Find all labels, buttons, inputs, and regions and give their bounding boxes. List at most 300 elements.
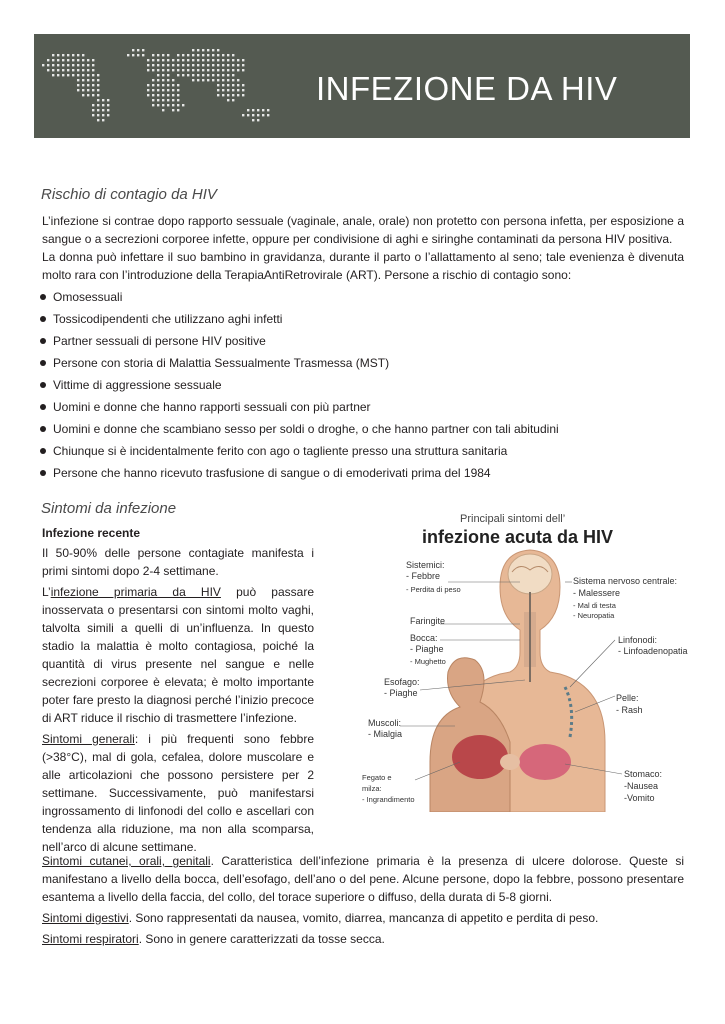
map-dot xyxy=(242,84,244,86)
map-dot xyxy=(172,104,174,106)
figure-title-small: Principali sintomi dell’ xyxy=(460,513,566,525)
map-dot xyxy=(102,99,104,101)
map-dot xyxy=(162,59,164,61)
map-dot xyxy=(152,89,154,91)
map-dot xyxy=(67,69,69,71)
map-dot xyxy=(87,84,89,86)
map-dot xyxy=(167,89,169,91)
map-dot xyxy=(202,59,204,61)
map-dot xyxy=(157,79,159,81)
map-dot xyxy=(57,54,59,56)
map-dot xyxy=(97,74,99,76)
map-dot xyxy=(67,59,69,61)
map-dot xyxy=(197,59,199,61)
list-item: Omosessuali xyxy=(40,288,559,310)
map-dot xyxy=(232,74,234,76)
map-dot xyxy=(227,69,229,71)
map-dot xyxy=(87,79,89,81)
map-dot xyxy=(107,104,109,106)
map-dot xyxy=(267,109,269,111)
map-dot xyxy=(172,99,174,101)
map-dot xyxy=(62,69,64,71)
map-dot xyxy=(207,64,209,66)
map-dot xyxy=(152,69,154,71)
map-dot xyxy=(107,99,109,101)
map-dot xyxy=(207,59,209,61)
map-dot xyxy=(97,109,99,111)
map-dot xyxy=(77,69,79,71)
map-dot xyxy=(167,64,169,66)
map-dot xyxy=(162,54,164,56)
label-snc: Sistema nervoso centrale: xyxy=(573,576,678,586)
map-dot xyxy=(257,119,259,121)
map-dot xyxy=(167,69,169,71)
map-dot xyxy=(242,89,244,91)
world-map-icon xyxy=(40,42,290,134)
map-dot xyxy=(62,59,64,61)
map-dot xyxy=(177,54,179,56)
map-dot xyxy=(92,79,94,81)
map-dot xyxy=(162,69,164,71)
map-dot xyxy=(212,54,214,56)
map-dot xyxy=(262,114,264,116)
map-dot xyxy=(237,84,239,86)
map-dot xyxy=(62,54,64,56)
map-dot xyxy=(222,54,224,56)
label-febbre: - Febbre xyxy=(406,571,441,581)
map-dot xyxy=(72,64,74,66)
map-dot xyxy=(257,109,259,111)
general-symptoms-paragraph: Sintomi generali: i più frequenti sono febbre (>38°C), mal di gola, cefalea, dolore muscolare e alle articolazioni che possono persistere per 2 settimane. Successivamente, può manifestarsi ingrossamento di linfonodi del collo e ascellari con tendenza alla riduzione, ma non alla scomparsa, nell’arco di alcune settimane. xyxy=(42,732,315,854)
map-dot xyxy=(102,109,104,111)
hiv-symptoms-figure xyxy=(360,512,690,812)
map-dot xyxy=(217,59,219,61)
map-dot xyxy=(157,94,159,96)
map-dot xyxy=(102,104,104,106)
map-dot xyxy=(152,64,154,66)
map-dot xyxy=(107,109,109,111)
map-dot xyxy=(232,54,234,56)
map-dot xyxy=(167,79,169,81)
map-dot xyxy=(157,104,159,106)
map-dot xyxy=(182,104,184,106)
symptoms-paragraph-1: Il 50-90% delle persone contagiate manifesta i primi sintomi dopo 2-4 settimane. xyxy=(42,546,314,578)
map-dot xyxy=(97,99,99,101)
label-mialgia: - Mialgia xyxy=(368,729,403,739)
map-dot xyxy=(97,114,99,116)
map-dot xyxy=(207,69,209,71)
map-dot xyxy=(87,69,89,71)
map-dot xyxy=(197,69,199,71)
map-dot xyxy=(197,74,199,76)
map-dot xyxy=(92,104,94,106)
map-dot xyxy=(222,94,224,96)
map-dot xyxy=(72,74,74,76)
map-dot xyxy=(82,64,84,66)
symptoms-column xyxy=(42,524,314,856)
map-dot xyxy=(157,84,159,86)
map-dot xyxy=(172,84,174,86)
map-dot xyxy=(227,99,229,101)
map-dot xyxy=(177,94,179,96)
map-dot xyxy=(152,84,154,86)
map-dot xyxy=(232,64,234,66)
map-dot xyxy=(92,94,94,96)
map-dot xyxy=(67,54,69,56)
risk-paragraph-2: La donna può infettare il suo bambino in gravidanza, durante il parto o l’allattamento al seno; tale evenienza è divenuta molto rara con l’introduzione della TerapiaAntiRetrovirale (ART). Persone a rischio di contagio sono: xyxy=(42,250,684,282)
bullet-icon xyxy=(40,316,46,322)
map-dot xyxy=(92,84,94,86)
map-dot xyxy=(232,79,234,81)
map-dot xyxy=(227,54,229,56)
map-dot xyxy=(137,54,139,56)
list-item: Tossicodipendenti che utilizzano aghi infetti xyxy=(40,310,559,332)
map-dot xyxy=(232,84,234,86)
map-dot xyxy=(172,94,174,96)
map-dot xyxy=(157,89,159,91)
map-dot xyxy=(182,69,184,71)
map-dot xyxy=(217,69,219,71)
map-dot xyxy=(82,89,84,91)
label-pelle: Pelle: xyxy=(616,693,639,703)
map-dot xyxy=(207,54,209,56)
map-dot xyxy=(182,59,184,61)
map-dot xyxy=(222,69,224,71)
map-dot xyxy=(227,89,229,91)
figure-title: infezione acuta da HIV xyxy=(422,527,614,547)
map-dot xyxy=(52,54,54,56)
map-dot xyxy=(157,59,159,61)
map-dot xyxy=(232,94,234,96)
map-dot xyxy=(157,54,159,56)
map-dot xyxy=(177,84,179,86)
map-dot xyxy=(177,59,179,61)
map-dot xyxy=(202,64,204,66)
map-dot xyxy=(102,114,104,116)
map-dot xyxy=(162,64,164,66)
page-title: INFEZIONE DA HIV xyxy=(316,70,618,107)
map-dot xyxy=(232,59,234,61)
map-dot xyxy=(177,74,179,76)
map-dot xyxy=(77,74,79,76)
map-dot xyxy=(172,59,174,61)
map-dot xyxy=(152,99,154,101)
map-dot xyxy=(242,64,244,66)
label-bocca: Bocca: xyxy=(410,633,438,643)
map-dot xyxy=(87,94,89,96)
map-dot xyxy=(72,59,74,61)
list-item: Persone con storia di Malattia Sessualmente Trasmessa (MST) xyxy=(40,354,559,376)
label-linfoadenopatia: - Linfoadenopatia xyxy=(618,646,688,656)
map-dot xyxy=(217,89,219,91)
map-dot xyxy=(42,64,44,66)
map-dot xyxy=(57,64,59,66)
map-dot xyxy=(237,64,239,66)
map-dot xyxy=(157,64,159,66)
map-dot xyxy=(227,94,229,96)
map-dot xyxy=(227,79,229,81)
map-dot xyxy=(152,104,154,106)
map-dot xyxy=(167,84,169,86)
list-item: Vittime di aggressione sessuale xyxy=(40,376,559,398)
map-dot xyxy=(82,84,84,86)
map-dot xyxy=(187,74,189,76)
map-dot xyxy=(212,59,214,61)
map-dot xyxy=(177,89,179,91)
map-dot xyxy=(237,59,239,61)
label-vomito: -Vomito xyxy=(624,793,655,803)
map-dot xyxy=(87,59,89,61)
map-dot xyxy=(142,49,144,51)
map-dot xyxy=(77,64,79,66)
map-dot xyxy=(177,104,179,106)
label-milza: milza: xyxy=(362,784,382,793)
list-item: Uomini e donne che scambiano sesso per soldi o droghe, o che hanno partner con tali abitudini xyxy=(40,420,559,442)
map-dot xyxy=(187,64,189,66)
map-dot xyxy=(57,59,59,61)
bullet-icon xyxy=(40,382,46,388)
list-item: Persone che hanno ricevuto trasfusione di sangue o di emoderivati prima del 1984 xyxy=(40,464,559,486)
map-dot xyxy=(212,74,214,76)
map-dot xyxy=(82,79,84,81)
map-dot xyxy=(202,74,204,76)
map-dot xyxy=(232,99,234,101)
map-dot xyxy=(227,74,229,76)
label-nausea: -Nausea xyxy=(624,781,659,791)
map-dot xyxy=(172,109,174,111)
map-dot xyxy=(207,79,209,81)
list-item: Partner sessuali di persone HIV positive xyxy=(40,332,559,354)
map-dot xyxy=(202,69,204,71)
bullet-icon xyxy=(40,294,46,300)
map-dot xyxy=(197,54,199,56)
subtitle-recent-infection: Infezione recente xyxy=(42,526,141,540)
list-item: Uomini e donne che hanno rapporti sessuali con più partner xyxy=(40,398,559,420)
map-dot xyxy=(57,69,59,71)
map-dot xyxy=(92,64,94,66)
map-dot xyxy=(47,64,49,66)
map-dot xyxy=(77,54,79,56)
risk-paragraph-1: L’infezione si contrae dopo rapporto sessuale (vaginale, anale, orale) non protetto con persona infetta, per esposizione a sangue o a secrezioni corporee infette, oppure per condivisione di aghi e siringhe contaminati da persona HIV positiva. xyxy=(42,214,684,246)
map-dot xyxy=(162,89,164,91)
map-dot xyxy=(217,49,219,51)
map-dot xyxy=(217,94,219,96)
map-dot xyxy=(77,84,79,86)
skin-symptoms-paragraph: Sintomi cutanei, orali, genitali. Caratteristica dell’infezione primaria è la presenza di ulcere dolorose. Queste si manifestano a livello della bocca, dell’esofago, dell’ano o del pene. Alcune persone, dopo la febbre, possono presentare esantema a livello della faccia, del collo, del torace superiore o diffuso, della durata di 5-8 giorni. xyxy=(42,854,684,904)
bullet-icon xyxy=(40,426,46,432)
risk-list xyxy=(40,288,559,486)
label-mughetto: - Mughetto xyxy=(410,657,446,666)
map-dot xyxy=(147,64,149,66)
map-dot xyxy=(212,69,214,71)
section-title-symptoms: Sintomi da infezione xyxy=(41,500,177,517)
symptoms-bottom xyxy=(42,852,684,951)
map-dot xyxy=(67,64,69,66)
map-dot xyxy=(82,94,84,96)
map-dot xyxy=(182,64,184,66)
map-dot xyxy=(82,59,84,61)
map-dot xyxy=(77,89,79,91)
map-dot xyxy=(257,114,259,116)
map-dot xyxy=(167,74,169,76)
map-dot xyxy=(82,54,84,56)
map-dot xyxy=(162,104,164,106)
map-dot xyxy=(207,49,209,51)
map-dot xyxy=(167,59,169,61)
map-dot xyxy=(87,89,89,91)
map-dot xyxy=(187,54,189,56)
map-dot xyxy=(217,84,219,86)
map-dot xyxy=(107,114,109,116)
map-dot xyxy=(242,69,244,71)
map-dot xyxy=(167,54,169,56)
map-dot xyxy=(217,54,219,56)
map-dot xyxy=(162,79,164,81)
map-dot xyxy=(222,84,224,86)
bullet-icon xyxy=(40,338,46,344)
map-dot xyxy=(97,89,99,91)
map-dot xyxy=(157,99,159,101)
map-dot xyxy=(182,74,184,76)
map-dot xyxy=(62,74,64,76)
map-dot xyxy=(217,74,219,76)
map-dot xyxy=(252,109,254,111)
section-title-risk: Rischio di contagio da HIV xyxy=(41,186,217,203)
map-dot xyxy=(77,79,79,81)
map-dot xyxy=(212,64,214,66)
map-dot xyxy=(102,119,104,121)
map-dot xyxy=(247,114,249,116)
map-dot xyxy=(247,109,249,111)
map-dot xyxy=(177,64,179,66)
label-sistemici: Sistemici: xyxy=(406,560,445,570)
map-dot xyxy=(127,54,129,56)
map-dot xyxy=(207,74,209,76)
bullet-icon xyxy=(40,404,46,410)
map-dot xyxy=(147,69,149,71)
map-dot xyxy=(227,59,229,61)
map-dot xyxy=(237,94,239,96)
map-dot xyxy=(192,79,194,81)
label-linfonodi: Linfonodi: xyxy=(618,635,658,645)
map-dot xyxy=(212,79,214,81)
map-dot xyxy=(232,89,234,91)
map-dot xyxy=(167,104,169,106)
map-dot xyxy=(62,64,64,66)
map-dot xyxy=(147,59,149,61)
map-dot xyxy=(252,114,254,116)
map-dot xyxy=(162,99,164,101)
header-banner xyxy=(34,34,690,138)
bullet-icon xyxy=(40,470,46,476)
map-dot xyxy=(267,114,269,116)
digestive-symptoms-paragraph: Sintomi digestivi. Sono rappresentati da nausea, vomito, diarrea, mancanza di appetito e perdita di peso. xyxy=(42,911,599,925)
map-dot xyxy=(147,89,149,91)
label-mal-testa: - Mal di testa xyxy=(573,601,616,610)
map-dot xyxy=(172,79,174,81)
map-dot xyxy=(227,84,229,86)
map-dot xyxy=(217,79,219,81)
map-dot xyxy=(232,69,234,71)
map-dot xyxy=(192,59,194,61)
map-dot xyxy=(182,54,184,56)
label-rash: - Rash xyxy=(616,705,643,715)
map-dot xyxy=(187,59,189,61)
map-dot xyxy=(92,109,94,111)
map-dot xyxy=(177,109,179,111)
map-dot xyxy=(237,79,239,81)
map-dot xyxy=(252,119,254,121)
label-malessere: - Malessere xyxy=(573,588,621,598)
map-dot xyxy=(167,94,169,96)
map-dot xyxy=(52,64,54,66)
map-dot xyxy=(77,59,79,61)
map-dot xyxy=(87,74,89,76)
label-muscoli: Muscoli: xyxy=(368,718,402,728)
map-dot xyxy=(162,74,164,76)
map-dot xyxy=(157,74,159,76)
primary-infection-link: infezione primaria da HIV xyxy=(50,585,221,599)
map-dot xyxy=(67,74,69,76)
map-dot xyxy=(202,49,204,51)
map-dot xyxy=(237,89,239,91)
list-item: Chiunque si è incidentalmente ferito con ago o tagliente presso una struttura sanitaria xyxy=(40,442,559,464)
map-dot xyxy=(132,54,134,56)
map-dot xyxy=(177,99,179,101)
map-dot xyxy=(72,54,74,56)
map-dot xyxy=(227,64,229,66)
respiratory-symptoms-paragraph: Sintomi respiratori. Sono in genere caratterizzati da tosse secca. xyxy=(42,932,385,946)
map-dot xyxy=(72,69,74,71)
label-ingrandimento: - Ingrandimento xyxy=(362,795,415,804)
map-dot xyxy=(97,84,99,86)
symptoms-paragraph-2: L’infezione primaria da HIV può passare inosservata o presentarsi con sintomi molto vaghi, talvolta simili a quelli di un’influenza. In questo stadio la malattia è molto contagiosa, poiché la quantità di virus presente nel sangue e nelle secrezioni corporee è elevata; è molto importante poter fare presto la diagnosi perché l’inizio precoce di ART riduce il rischio di trasmettere l’infezione. xyxy=(42,585,314,725)
map-dot xyxy=(97,119,99,121)
map-dot xyxy=(202,79,204,81)
map-dot xyxy=(147,94,149,96)
map-dot xyxy=(217,64,219,66)
bullet-icon xyxy=(40,448,46,454)
map-dot xyxy=(172,89,174,91)
map-dot xyxy=(242,59,244,61)
map-dot xyxy=(197,49,199,51)
map-dot xyxy=(172,64,174,66)
label-piaghe-bocca: - Piaghe xyxy=(410,644,444,654)
map-dot xyxy=(192,74,194,76)
label-perdita-peso: - Perdita di peso xyxy=(406,585,461,594)
map-dot xyxy=(192,54,194,56)
label-stomaco: Stomaco: xyxy=(624,769,663,779)
map-dot xyxy=(152,94,154,96)
map-dot xyxy=(92,89,94,91)
map-dot xyxy=(202,54,204,56)
label-faringite: Faringite xyxy=(410,616,446,626)
map-dot xyxy=(172,69,174,71)
map-dot xyxy=(92,74,94,76)
map-dot xyxy=(52,59,54,61)
map-dot xyxy=(222,79,224,81)
map-dot xyxy=(197,79,199,81)
map-dot xyxy=(92,59,94,61)
map-dot xyxy=(242,94,244,96)
map-dot xyxy=(87,64,89,66)
map-dot xyxy=(152,79,154,81)
map-dot xyxy=(167,99,169,101)
map-dot xyxy=(47,59,49,61)
map-dot xyxy=(162,84,164,86)
map-dot xyxy=(82,69,84,71)
map-dot xyxy=(132,49,134,51)
